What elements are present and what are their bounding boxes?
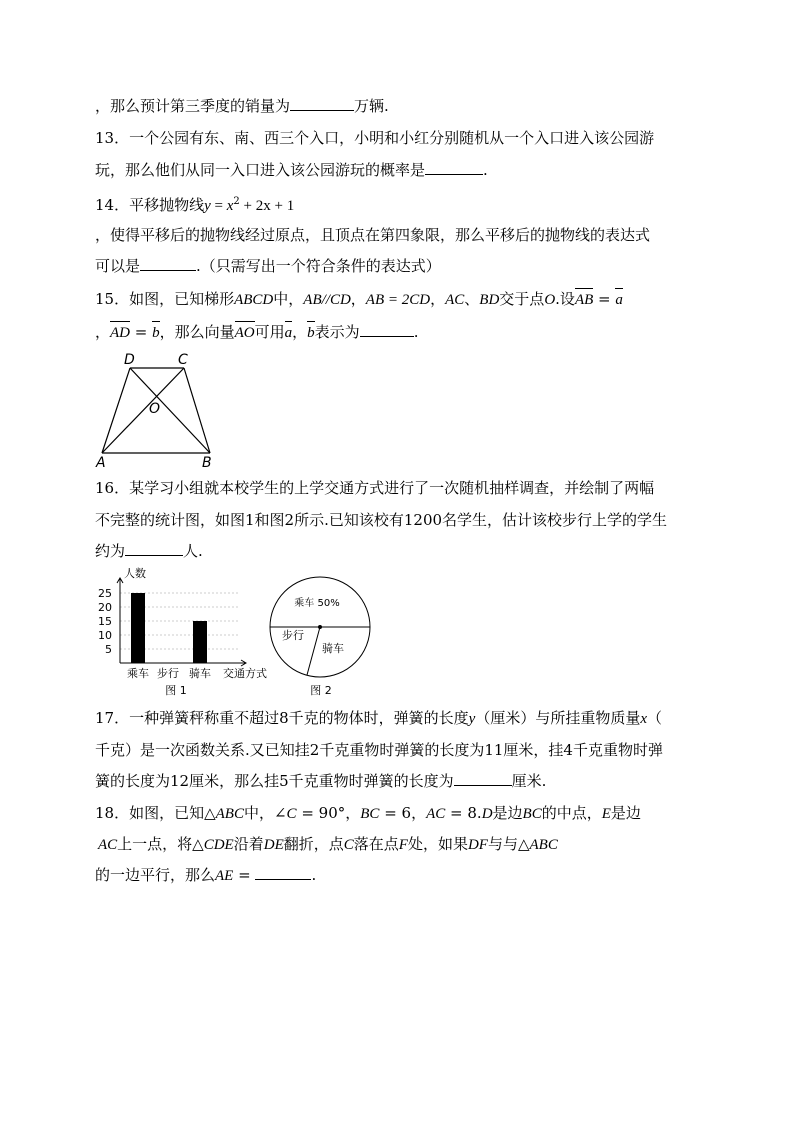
answer-blank[interactable]	[290, 96, 354, 111]
q16-line-2: 不完整的统计图，如图1和图2所示.已知该校有1200名学生，估计该校步行上学的学生	[95, 511, 668, 529]
y-axis-label: 人数	[124, 567, 146, 580]
q18-line-3: 的一边平行，那么AE = .	[95, 866, 317, 884]
y-tick-label: 20	[98, 601, 112, 614]
q18-line-2: AC上一点，将△CDE沿着DE翻折，点C落在点F处，如果DF与与△ABC	[98, 835, 558, 853]
q15-line-2: ，AD = b，那么向量AO可用a，b表示为 .	[95, 323, 419, 341]
x-tick-label: 乘车	[127, 667, 149, 680]
q13-line-1: 13．一个公园有东、南、西三个入口，小明和小红分别随机从一个入口进入该公园游	[95, 129, 655, 147]
x-tick-label: 步行	[157, 667, 179, 680]
q15-line-1: 15．如图，已知梯形ABCD中，AB//CD，AB = 2CD，AC、BD交于点O.设AB = a	[95, 290, 623, 308]
q16-line-1: 16．某学习小组就本校学生的上学交通方式进行了一次随机抽样调查，并绘制了两幅	[95, 479, 655, 497]
figure-caption: 图 1	[165, 684, 187, 697]
q14-line-1: 14．平移抛物线$y = x^2 + 2x + 1$	[95, 196, 295, 214]
answer-blank[interactable]	[454, 771, 512, 786]
bar-乘车	[131, 593, 145, 663]
label-D: D	[124, 352, 135, 368]
q12-line: ，那么预计第三季度的销量为 万辆.	[95, 97, 389, 115]
pie-center	[318, 625, 322, 629]
pie-divider-radius	[307, 627, 320, 675]
trapezoid-figure	[92, 350, 222, 470]
label-C: C	[178, 352, 188, 368]
bar-骑车	[193, 621, 207, 663]
answer-blank[interactable]	[125, 541, 183, 556]
slice-label: 骑车	[322, 642, 344, 655]
slice-label: 步行	[282, 629, 304, 642]
label-O: O	[149, 401, 161, 417]
q17-line-1: 17．一种弹簧秤称重不超过8千克的物体时，弹簧的长度y（厘米）与所挂重物质量x（	[95, 709, 663, 727]
answer-blank[interactable]	[425, 160, 483, 175]
q14-line-3: 可以是 .（只需写出一个符合条件的表达式）	[95, 257, 441, 275]
y-tick-label: 15	[98, 615, 112, 628]
q13-line-2: 玩，那么他们从同一入口进入该公园游玩的概率是 .	[95, 161, 488, 179]
label-A: A	[96, 455, 106, 470]
q18-line-1: 18．如图，已知△ABC中，∠C = 90°，BC = 6，AC = 8.D是边BC的中点，E是边	[95, 804, 641, 822]
q17-line-2: 千克）是一次函数关系.又已知挂2千克重物时弹簧的长度为11厘米，挂4千克重物时弹	[95, 741, 663, 759]
y-tick-label: 10	[98, 629, 112, 642]
x-tick-label: 骑车	[189, 667, 211, 680]
answer-blank[interactable]	[360, 322, 414, 337]
y-tick-label: 25	[98, 587, 112, 600]
y-tick-label: 5	[105, 643, 112, 656]
answer-blank[interactable]	[255, 865, 311, 880]
label-B: B	[202, 455, 212, 470]
bar-chart	[88, 565, 278, 700]
slice-label: 乘车 50%	[294, 598, 340, 609]
pie-chart	[265, 572, 377, 700]
figure-caption: 图 2	[310, 684, 332, 697]
q14-line-2: ，使得平移后的抛物线经过原点，且顶点在第四象限，那么平移后的抛物线的表达式	[95, 226, 651, 244]
x-axis-label: 交通方式	[223, 667, 267, 680]
answer-blank[interactable]	[140, 256, 196, 271]
q16-line-3: 约为 人.	[95, 542, 203, 560]
q17-line-3: 簧的长度为12厘米，那么挂5千克重物时弹簧的长度为 厘米.	[95, 772, 547, 790]
